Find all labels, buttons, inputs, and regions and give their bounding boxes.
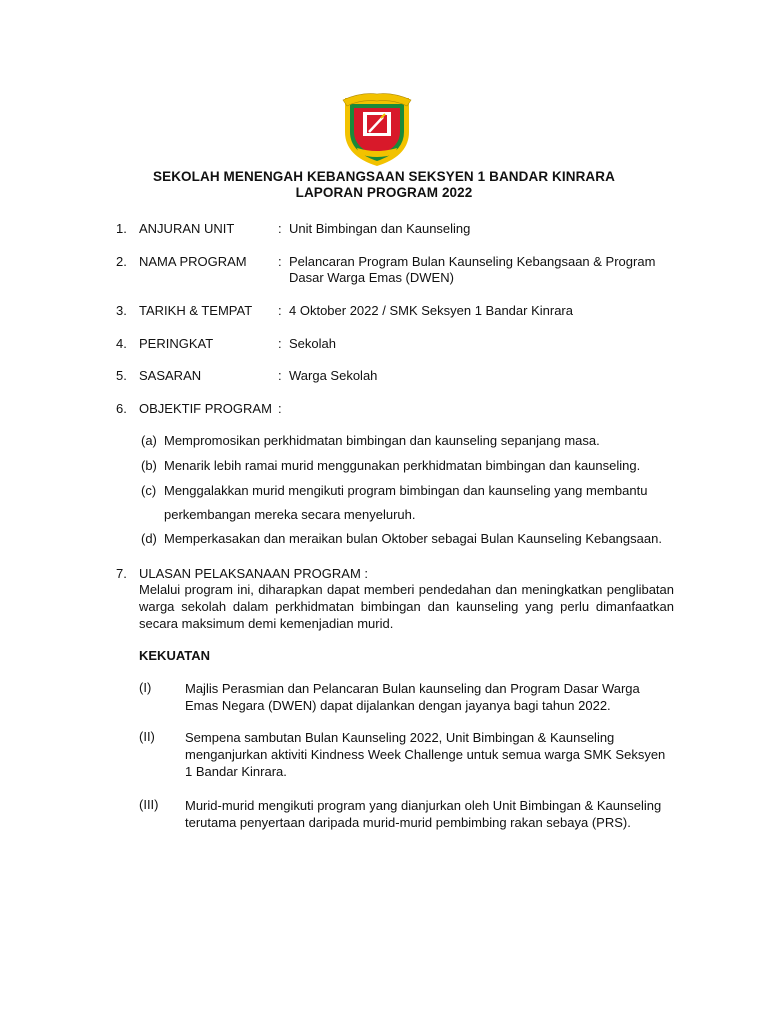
- field-number: 6.: [116, 401, 127, 416]
- field-value-continued: Dasar Warga Emas (DWEN): [289, 270, 454, 285]
- field-label: PERINGKAT: [139, 336, 214, 351]
- field-value: Pelancaran Program Bulan Kaunseling Kebangsaan & Program: [289, 254, 656, 269]
- field-number: 5.: [116, 368, 127, 383]
- field-colon: :: [278, 254, 282, 269]
- field-colon: :: [278, 368, 282, 383]
- objective-tag: (a): [141, 433, 157, 448]
- kekuatan-heading: KEKUATAN: [139, 648, 211, 663]
- field-label: ANJURAN UNIT: [139, 221, 235, 236]
- field-value: Sekolah: [289, 336, 336, 351]
- field-number: 4.: [116, 336, 127, 351]
- field-value: 4 Oktober 2022 / SMK Seksyen 1 Bandar Kinrara: [289, 303, 573, 318]
- kekuatan-text: Murid-murid mengikuti program yang dianjurkan oleh Unit Bimbingan & Kaunseling terutama penyertaan daripada murid-murid pembimbing rakan sebaya (PRS).: [185, 798, 662, 830]
- school-name: SEKOLAH MENENGAH KEBANGSAAN SEKSYEN 1 BANDAR KINRARA: [153, 169, 615, 184]
- field-label: NAMA PROGRAM: [139, 254, 247, 269]
- objective-text-continued: perkembangan mereka secara menyeluruh.: [164, 507, 416, 522]
- section-heading: ULASAN PELAKSANAAN PROGRAM :: [139, 566, 369, 581]
- kekuatan-text: Majlis Perasmian dan Pelancaran Bulan kaunseling dan Program Dasar Warga Emas Negara (DWEN) dapat dijalankan dengan jayanya bagi tahun 2022.: [185, 681, 640, 713]
- objective-text: Mempromosikan perkhidmatan bimbingan dan kaunseling sepanjang masa.: [164, 433, 600, 448]
- field-value: Unit Bimbingan dan Kaunseling: [289, 221, 471, 236]
- field-label: OBJEKTIF PROGRAM: [139, 401, 272, 416]
- school-crest-icon: [341, 92, 413, 168]
- field-colon: :: [278, 401, 282, 416]
- field-label: TARIKH & TEMPAT: [139, 303, 253, 318]
- objective-text: Memperkasakan dan meraikan bulan Oktober sebagai Bulan Kaunseling Kebangsaan.: [164, 531, 662, 546]
- field-number: 1.: [116, 221, 127, 236]
- objective-tag: (b): [141, 458, 157, 473]
- section-number: 7.: [116, 566, 127, 581]
- objective-tag: (d): [141, 531, 157, 546]
- objective-text: Menarik lebih ramai murid menggunakan perkhidmatan bimbingan dan kaunseling.: [164, 458, 641, 473]
- field-value: Warga Sekolah: [289, 368, 378, 383]
- field-colon: :: [278, 336, 282, 351]
- objective-text: Menggalakkan murid mengikuti program bimbingan dan kaunseling yang membantu: [164, 483, 648, 498]
- field-colon: :: [278, 221, 282, 236]
- kekuatan-tag: (I): [139, 680, 152, 695]
- objective-tag: (c): [141, 483, 157, 498]
- field-colon: :: [278, 303, 282, 318]
- field-number: 3.: [116, 303, 127, 318]
- field-label: SASARAN: [139, 368, 202, 383]
- field-number: 2.: [116, 254, 127, 269]
- kekuatan-text: Sempena sambutan Bulan Kaunseling 2022, Unit Bimbingan & Kaunseling menganjurkan aktiviti Kindness Week Challenge untuk semua warga SMK Seksyen 1 Bandar Kinrara.: [185, 730, 666, 779]
- kekuatan-tag: (II): [139, 729, 155, 744]
- report-title: LAPORAN PROGRAM 2022: [295, 185, 473, 200]
- section-paragraph: Melalui program ini, diharapkan dapat memberi pendedahan dan meningkatkan penglibatan warga sekolah dalam perkhidmatan bimbingan dan kaunseling yang perlu dimanfaatkan secara maksimum demi kemenjadian murid.: [139, 582, 674, 631]
- kekuatan-tag: (III): [139, 797, 159, 812]
